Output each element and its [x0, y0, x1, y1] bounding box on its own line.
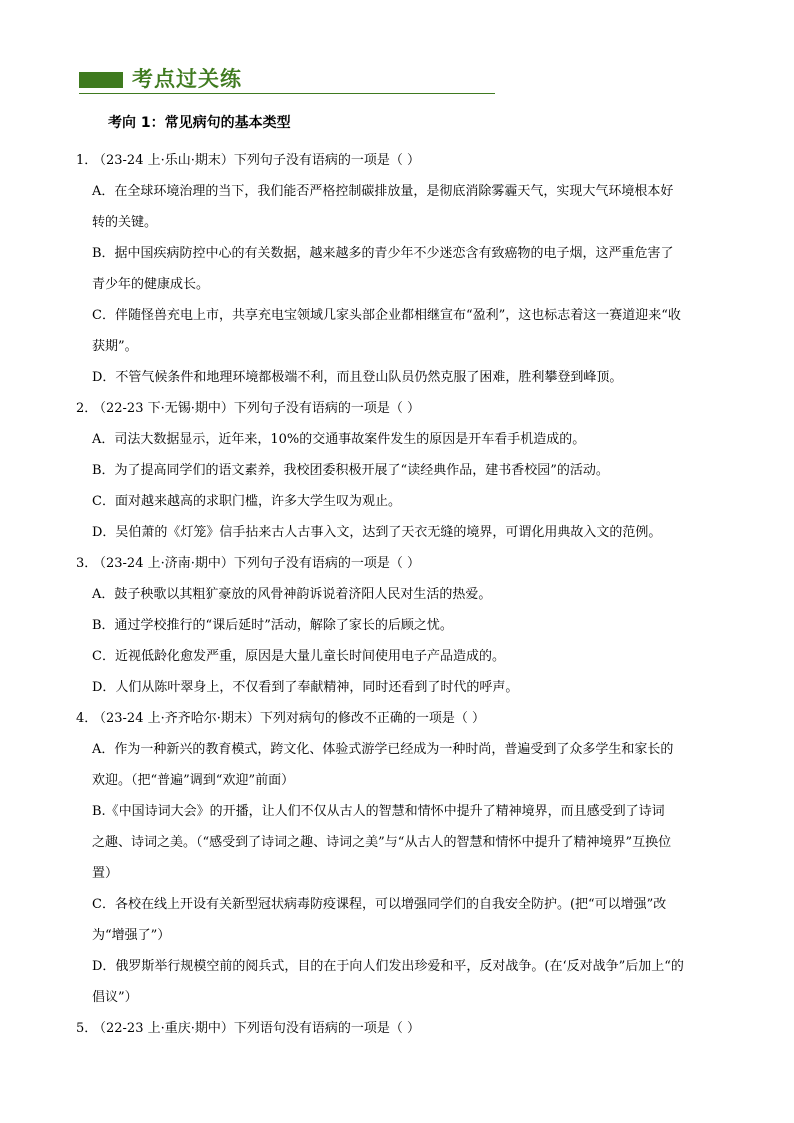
- line-text: D．人们从陈叶翠身上，不仅看到了奉献精神，同时还看到了时代的呼声。: [92, 680, 519, 695]
- line-text: 为“增强了”）: [92, 928, 171, 943]
- line-text: B．为了提高同学们的语文素养，我校团委积极开展了“读经典作品，建书香校园”的活动。: [92, 463, 609, 478]
- option-line: [92, 982, 726, 1013]
- line-text: 倡议”）: [92, 990, 138, 1005]
- line-text: D．不管气候条件和地理环境都极端不利，而且登山队员仍然克服了困难，胜利攀登到峰顶。: [92, 370, 623, 385]
- question-list: [76, 145, 726, 1044]
- line-text: A．作为一种新兴的教育模式，跨文化、体验式游学已经成为一种时尚，普遍受到了众多学生和家长的: [92, 742, 674, 757]
- line-text: C．伴随怪兽充电上市，共享充电宝领域几家头部企业都相继宣布“盈利”，这也标志着这一赛道迎来“收: [92, 308, 681, 323]
- line-text: A．司法大数据显示，近年来，10%的交通事故案件发生的原因是开车看手机造成的。: [92, 432, 586, 447]
- line-text: 置）: [92, 866, 119, 881]
- line-text: （22-23 上·重庆·期中）下列语句没有语病的一项是（ ）: [93, 1021, 421, 1036]
- line-text: B.《中国诗词大会》的开播，让人们不仅从古人的智慧和情怀中提升了精神境界，而且感受到了诗词: [92, 804, 665, 819]
- line-text: （22-23 下·无锡·期中）下列句子没有语病的一项是（ ）: [93, 401, 421, 416]
- option-line: [92, 331, 726, 362]
- line-text: （23-24 上·齐齐哈尔·期末）下列对病句的修改不正确的一项是（ ）: [93, 711, 486, 726]
- option-line: [92, 765, 726, 796]
- line-text: A．在全球环境治理的当下，我们能否严格控制碳排放量，是彻底消除雾霾天气，实现大气环境根本好: [92, 184, 674, 199]
- option-line: [92, 269, 726, 300]
- option-line: [92, 207, 726, 238]
- option-line: [92, 889, 726, 920]
- option-line: [92, 610, 726, 641]
- header-divider: [79, 93, 495, 94]
- line-text: A．鼓子秧歌以其粗犷豪放的风骨神韵诉说着济阳人民对生活的热爱。: [92, 587, 492, 602]
- line-text: D．俄罗斯举行规模空前的阅兵式，目的在于向人们发出珍爱和平，反对战争。(在‘反对战争”后加上“的: [92, 959, 684, 974]
- option-line: [92, 362, 726, 393]
- option-line: [92, 486, 726, 517]
- question-stem: [76, 548, 726, 579]
- section-header-title: 考点过关练: [132, 66, 242, 91]
- line-text: C．各校在线上开设有关新型冠状病毒防疫课程，可以增强同学们的自我安全防护。(把“可以增强”改: [92, 897, 667, 912]
- line-text: 转的关键。: [92, 215, 158, 230]
- question-number: 4．: [76, 711, 98, 726]
- question-number: 3．: [76, 556, 98, 571]
- question-stem: [76, 145, 726, 176]
- option-line: [92, 734, 726, 765]
- option-line: [92, 920, 726, 951]
- question-number: 5．: [76, 1021, 98, 1036]
- option-line: [92, 238, 726, 269]
- option-line: [92, 517, 726, 548]
- option-line: [92, 579, 726, 610]
- line-text: （23-24 上·乐山·期末）下列句子没有语病的一项是（ ）: [93, 153, 421, 168]
- question-stem: [76, 393, 726, 424]
- option-line: [92, 827, 726, 858]
- line-text: B．通过学校推行的“课后延时”活动，解除了家长的后顾之忧。: [92, 618, 453, 633]
- option-line: [92, 858, 726, 889]
- option-line: [92, 672, 726, 703]
- topic-title: 考向 1：常见病句的基本类型: [108, 115, 291, 131]
- question-stem: [76, 1013, 726, 1044]
- option-line: [92, 796, 726, 827]
- line-text: D．吴伯萧的《灯笼》信手拈来古人古事入文，达到了天衣无缝的境界，可谓化用典故入文的范例。: [92, 525, 662, 540]
- option-line: [92, 641, 726, 672]
- option-line: [92, 424, 726, 455]
- line-text: 获期”。: [92, 339, 138, 354]
- header-accent-bar: [79, 72, 123, 88]
- line-text: （23-24 上·济南·期中）下列句子没有语病的一项是（ ）: [93, 556, 421, 571]
- question-number: 2．: [76, 401, 98, 416]
- option-line: [92, 951, 726, 982]
- question-number: 1．: [76, 153, 98, 168]
- option-line: [92, 455, 726, 486]
- option-line: [92, 300, 726, 331]
- option-line: [92, 176, 726, 207]
- line-text: C．近视低龄化愈发严重，原因是大量儿童长时间使用电子产品造成的。: [92, 649, 505, 664]
- line-text: 之趣、诗词之美。（“感受到了诗词之趣、诗词之美”与“从古人的智慧和情怀中提升了精神境界”互换位: [92, 835, 672, 850]
- question-stem: [76, 703, 726, 734]
- line-text: C．面对越来越高的求职门槛，许多大学生叹为观止。: [92, 494, 401, 509]
- line-text: B．据中国疾病防控中心的有关数据，越来越多的青少年不少迷恋含有致癌物的电子烟，这严重危害了: [92, 246, 674, 261]
- line-text: 青少年的健康成长。: [92, 277, 210, 292]
- line-text: 欢迎。（把“普遍”调到“欢迎”前面）: [92, 773, 295, 788]
